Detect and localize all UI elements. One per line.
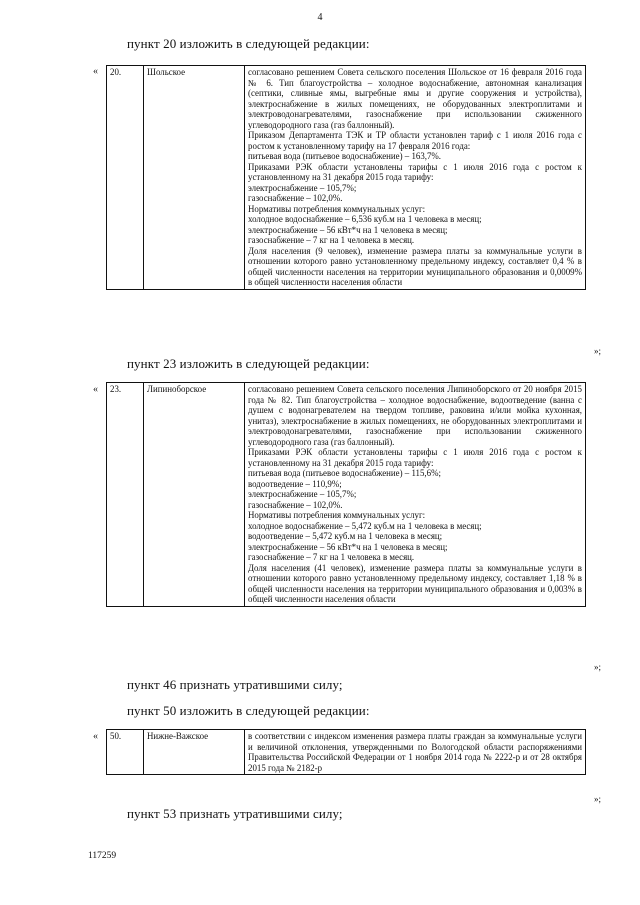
body-line: электроснабжение – 56 кВт*ч на 1 человека в месяц; (248, 224, 448, 235)
section-heading-23: пункт 23 изложить в следующей редакции: (127, 356, 370, 371)
body-line: газоснабжение – 7 кг на 1 человека в месяц. (248, 552, 415, 562)
open-quote-20: « (93, 66, 98, 77)
body-line: Приказом Департамента ТЭК и ТР области установлен тариф с 1 июля 2016 года с ростом к установленному тарифу на 17 февраля 2016 года: (248, 130, 582, 151)
section-heading-53: пункт 53 признать утратившими силу; (127, 806, 343, 821)
document-code: 117259 (88, 851, 117, 861)
row-body (245, 383, 586, 607)
section-heading-46: пункт 46 признать утратившими силу; (127, 677, 343, 692)
body-line: электроснабжение – 105,7%; (248, 182, 357, 193)
body-line: Доля населения (41 человек), изменение размера платы за коммунальные услуги в отношении которого равно установленному предельному индексу, составляет 1,18 % в общей численности населения на территории муниципального образования и 0,003% в общей численности населения области (248, 562, 582, 604)
body-line: Приказами РЭК области установлены тарифы с 1 июля 2016 года с ростом к установленному на 31 декабря 2015 года тарифу: (248, 447, 582, 468)
row-number: 20. (107, 66, 144, 290)
row-number: 23. (107, 383, 144, 607)
body-line: газоснабжение – 102,0%. (248, 193, 343, 203)
body-line: питьевая вода (питьевое водоснабжение) – 115,6%; (248, 468, 441, 478)
body-line: газоснабжение – 102,0%. (248, 499, 343, 510)
row-number: 50. (107, 730, 144, 775)
row-body (245, 730, 586, 775)
section-heading-20: пункт 20 изложить в следующей редакции: (127, 36, 370, 51)
open-quote-23: « (93, 384, 98, 395)
body-line: согласовано решением Совета сельского поселения Шольское от 16 февраля 2016 года № 6. Тип благоустройства – холодное водоснабжение, автономная канализация (септики, сливные ямы, выгребные ямы и другие сооружения и устройства), электроснабжение в жилых помещениях, не оборудованных электроплитами и электроводонагревателями, газоснабжение при использовании сжиженного углеводородного газа (газ баллонный). (248, 67, 582, 130)
section-heading-50: пункт 50 изложить в следующей редакции: (127, 703, 370, 718)
amendment-table-23 (106, 382, 586, 607)
body-line: согласовано решением Совета сельского поселения Липиноборского от 20 ноября 2015 года № 82. Тип благоустройства – холодное водоснабжение, водоотведение (ванна с душем с водонагревателем на твердом топливе, раковина и/или мойка кухонная, унитаз), электроснабжение в жилых помещениях, не оборудованных электроплитами и электроводонагревателями, газоснабжение при использовании сжиженного углеводородного газа (газ баллонный). (248, 384, 582, 447)
body-line: в соответствии с индексом изменения размера платы граждан за коммунальные услуги и величиной отклонения, утвержденными по Вологодской области распоряжениями Правительства Российской Федерации от 1 ноября 2014 года № 2222-р и от 28 октября 2015 года № 2182-р (248, 731, 582, 773)
body-line: электроснабжение – 56 кВт*ч на 1 человека в месяц; (248, 541, 448, 552)
close-quote-20: »; (594, 346, 602, 356)
close-quote-23: »; (594, 662, 602, 672)
table-row (107, 383, 586, 607)
body-line: Доля населения (9 человек), изменение размера платы за коммунальные услуги в отношении которого равно установленному предельному индексу, составляет 0,4 % в общей численности населения на территории муниципального образования и 0,0009% в общей численности населения области (248, 245, 582, 287)
amendment-table-20 (106, 65, 586, 290)
body-line: электроснабжение – 105,7%; (248, 489, 357, 499)
body-line: холодное водоснабжение – 5,472 куб.м на 1 человека в месяц; (248, 520, 482, 531)
amendment-table-50 (106, 729, 586, 775)
body-line: Приказами РЭК области установлены тарифы с 1 июля 2016 года с ростом к установленному на 31 декабря 2015 года тарифу: (248, 161, 582, 182)
close-quote-50: »; (594, 794, 602, 804)
table-row (107, 730, 586, 775)
body-line: Нормативы потребления коммунальных услуг: (248, 510, 426, 520)
body-line: Нормативы потребления коммунальных услуг: (248, 203, 426, 214)
settlement-name: Нижне-Важское (144, 730, 245, 775)
table-row (107, 66, 586, 290)
open-quote-50: « (93, 731, 98, 742)
body-line: водоотведение – 110,9%; (248, 478, 342, 489)
settlement-name: Шольское (144, 66, 245, 290)
body-line: газоснабжение – 7 кг на 1 человека в месяц. (248, 235, 415, 245)
page-number: 4 (317, 12, 323, 23)
body-line: холодное водоснабжение – 6,536 куб.м на 1 человека в месяц; (248, 214, 482, 224)
body-line: питьевая вода (питьевое водоснабжение) – 163,7%. (248, 151, 442, 161)
body-line: водоотведение – 5,472 куб.м на 1 человека в месяц; (248, 531, 443, 541)
settlement-name: Липиноборское (144, 383, 245, 607)
row-body (245, 66, 586, 290)
